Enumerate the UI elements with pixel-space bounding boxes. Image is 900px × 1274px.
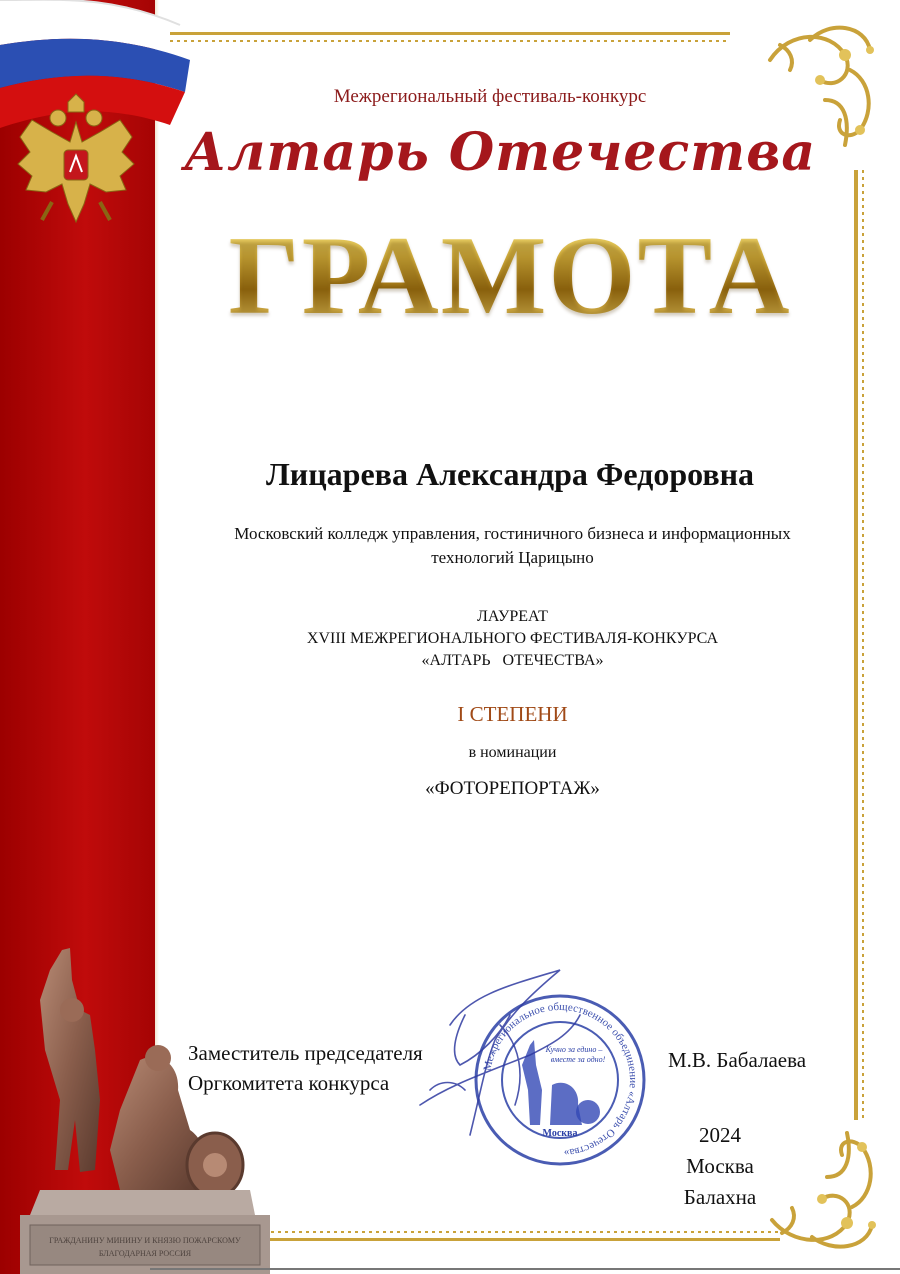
festival-brand-title: Алтарь Отечества	[183, 122, 817, 183]
organization-line-1: Московский колледж управления, гостиничного бизнеса и информационных	[234, 524, 791, 543]
recipient-organization	[190, 522, 835, 570]
year: 2024	[699, 1123, 741, 1147]
coat-of-arms-icon	[12, 92, 140, 234]
nomination-prefix: в номинации	[468, 744, 557, 761]
award-degree: I СТЕПЕНИ	[457, 702, 568, 726]
award-line-3: «АЛТАРЬ ОТЕЧЕСТВА»	[421, 652, 604, 669]
document-title: ГРАМОТА	[170, 212, 850, 341]
svg-text:БЛАГОДАРНАЯ РОССИЯ: БЛАГОДАРНАЯ РОССИЯ	[98, 1249, 192, 1258]
svg-text:Москва: Москва	[542, 1128, 578, 1139]
svg-text:ГРАЖДАНИНУ МИНИНУ И КНЯЗЮ ПОЖА: ГРАЖДАНИНУ МИНИНУ И КНЯЗЮ ПОЖАРСКОМУ	[49, 1236, 241, 1245]
award-block	[170, 606, 855, 672]
gold-rule-bottom	[250, 1228, 780, 1244]
signatory-role-line-1: Заместитель председателя	[188, 1041, 423, 1065]
nomination-title: «ФОТОРЕПОРТАЖ»	[425, 778, 600, 799]
signatory-role	[188, 1038, 423, 1098]
gold-rule-top	[170, 30, 730, 46]
signatory-role-line-2: Оргкомитета конкурса	[188, 1071, 390, 1095]
city-2: Балахна	[683, 1185, 757, 1209]
handwritten-signature-icon	[410, 955, 610, 1145]
festival-subtitle: Межрегиональный фестиваль-конкурс	[333, 86, 647, 107]
organization-line-2: технологий Царицыно	[431, 548, 594, 567]
award-line-2: XVIII МЕЖРЕГИОНАЛЬНОГО ФЕСТИВАЛЯ-КОНКУРСА	[306, 630, 719, 647]
city-1: Москва	[686, 1154, 754, 1178]
bottom-divider	[150, 1268, 900, 1270]
svg-text:вместе за одно!: вместе за одно!	[550, 1055, 606, 1064]
signatory-name: М.В. Бабалаева	[668, 1048, 807, 1072]
recipient-name: Лицарева Александра Федоровна	[265, 456, 755, 492]
svg-text:Кучно за едино –: Кучно за едино –	[545, 1045, 603, 1054]
minin-pozharsky-monument-icon	[0, 940, 270, 1274]
award-line-1: ЛАУРЕАТ	[477, 608, 548, 625]
date-place-block	[660, 1120, 780, 1213]
svg-text:Межрегиональное общественное о: Межрегиональное общественное объединение «Алтарь Отечества»	[481, 1000, 640, 1159]
